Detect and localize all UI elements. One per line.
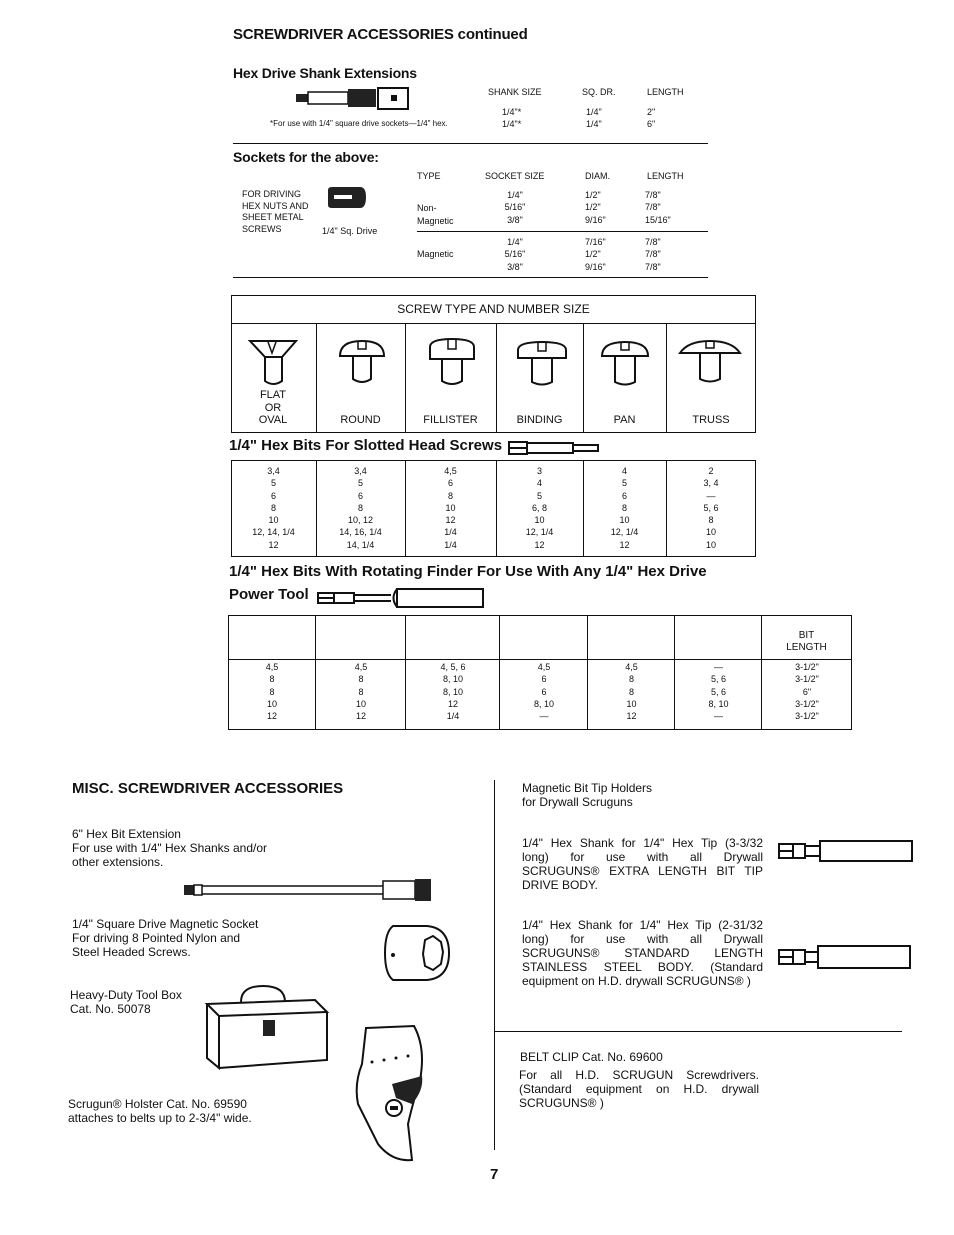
slotted-heading: 1/4" Hex Bits For Slotted Head Screws: [229, 437, 503, 454]
flat-label: FLAT OR OVAL: [258, 389, 288, 426]
rotating-heading: 1/4" Hex Bits With Rotating Finder For Use With Any 1/4" Hex Drive: [229, 563, 707, 580]
rotating-bit-icon: [317, 588, 485, 608]
pan-label: PAN: [613, 414, 636, 426]
bit-length-col: 3-1/2" 3-1/2" 6" 3-1/2" 3-1/2": [795, 662, 819, 722]
rotating-col: 4,5 8 8 10 12: [354, 662, 368, 722]
cell: 1/4"*: [502, 107, 522, 117]
slotted-col: 4,5 6 8 10 12 1/4 1/4: [444, 466, 457, 550]
divider: [233, 143, 708, 144]
misc-heading: MISC. SCREWDRIVER ACCESSORIES: [72, 780, 344, 797]
hdr-type: TYPE: [417, 171, 441, 181]
extra-length-holder-icon: [778, 840, 914, 862]
truss-screw-icon: [678, 339, 742, 387]
socket-icon: [326, 186, 368, 210]
divider: [494, 1031, 902, 1032]
magnetic-socket-text: 1/4" Square Drive Magnetic Socket For driving 8 Pointed Nylon and Steel Headed Screws.: [72, 917, 259, 959]
hdr-diam: DIAM.: [585, 171, 611, 181]
length-col: 7/8" 7/8" 7/8": [645, 237, 661, 272]
slotted-col: 3,4 5 6 8 10 12, 14, 1/4 12: [252, 466, 295, 550]
cell: 1/4"*: [502, 119, 522, 129]
bit-length-header: BIT LENGTH: [786, 630, 827, 653]
cell: 1/4": [586, 119, 602, 129]
pan-screw-icon: [600, 340, 650, 388]
hdr-sq-dr: SQ. DR.: [582, 87, 616, 97]
divider: [233, 277, 708, 278]
holster-icon: [352, 1024, 432, 1166]
holster-text: Scrugun® Holster Cat. No. 69590 attaches to belts up to 2-3/4" wide.: [68, 1097, 252, 1125]
cell: 2": [647, 107, 656, 117]
rotating-col: 4,5 8 8 10 12: [265, 662, 279, 722]
belt-clip-text: For all H.D. SCRUGUN Screwdrivers. (Standard equipment on H.D. drywall SCRUGUNS® ): [519, 1068, 759, 1110]
slotted-col: 3 4 5 6, 8 10 12, 1/4 12: [525, 466, 554, 550]
flat-screw-icon: [248, 339, 300, 389]
belt-clip-title: BELT CLIP Cat. No. 69600: [520, 1050, 663, 1064]
magnetic-socket-icon: [383, 922, 453, 984]
diam-col: 1/2" 1/2" 9/16": [585, 190, 606, 225]
socket-size-col: 1/4" 5/16" 3/8": [504, 190, 526, 225]
extra-length-holder-text: 1/4" Hex Shank for 1/4" Hex Tip (3-3/32 long) for use with all Drywall SCRUGUNS® EXTRA LENGTH BIT TIP DRIVE BODY.: [522, 836, 763, 892]
hex-extension-illustration: [296, 87, 412, 111]
slotted-col: 3,4 5 6 8 10, 12 14, 16, 1/4 14, 1/4: [339, 466, 382, 550]
footnote: *For use with 1/4" square drive sockets—1/4" hex.: [270, 119, 448, 128]
rotating-heading-2: Power Tool: [229, 586, 309, 603]
page-number: 7: [490, 1166, 499, 1183]
diam-col: 7/16" 1/2" 9/16": [585, 237, 606, 272]
toolbox-text: Heavy-Duty Tool Box Cat. No. 50078: [70, 988, 182, 1016]
hex-bit-extension-icon: [183, 877, 433, 903]
rotating-col: 4,5 8 8 10 12: [625, 662, 638, 722]
divider: [417, 231, 708, 232]
rotating-col: 4, 5, 6 8, 10 8, 10 12 1/4: [440, 662, 466, 722]
hex-drive-heading: Hex Drive Shank Extensions: [233, 65, 417, 81]
standard-length-holder-text: 1/4" Hex Shank for 1/4" Hex Tip (2-31/32 long) for use with all Drywall SCRUGUNS® STANDARD LENGTH STAINLESS STEEL BODY. (Standard equipment on H.D. drywall SCRUGUNS® ): [522, 918, 763, 988]
drive-size: 1/4" Sq. Drive: [322, 226, 378, 236]
length-col: 7/8" 7/8" 15/16": [645, 190, 671, 225]
rotating-col: — 5, 6 5, 6 8, 10 —: [708, 662, 729, 722]
socket-description: FOR DRIVING HEX NUTS AND SHEET METAL SCREWS: [242, 189, 309, 235]
sockets-heading: Sockets for the above:: [233, 149, 379, 165]
type-magnetic: Magnetic: [417, 249, 454, 259]
fillister-screw-icon: [428, 337, 476, 389]
socket-size-col: 1/4" 5/16" 3/8": [504, 237, 526, 272]
standard-length-holder-icon: [778, 945, 914, 969]
hdr-shank-size: SHANK SIZE: [488, 87, 542, 97]
page-title: SCREWDRIVER ACCESSORIES continued: [233, 26, 528, 43]
cell: 6": [647, 119, 656, 129]
hex-bit-icon: [508, 440, 600, 456]
hdr-socket-size: SOCKET SIZE: [485, 171, 545, 181]
hdr-length: LENGTH: [647, 171, 684, 181]
round-label: ROUND: [340, 414, 381, 426]
hdr-length: LENGTH: [647, 87, 684, 97]
cell: 1/4": [586, 107, 602, 117]
rotating-col: 4,5 6 6 8, 10 —: [533, 662, 555, 722]
screw-table-title: SCREW TYPE AND NUMBER SIZE: [397, 302, 590, 316]
bit-tip-holders-text: Magnetic Bit Tip Holders for Drywall Scruguns: [522, 781, 653, 809]
slotted-col: 2 3, 4 — 5, 6 8 10 10: [703, 466, 719, 550]
fillister-label: FILLISTER: [423, 414, 478, 426]
column-divider: [494, 780, 495, 1150]
round-screw-icon: [338, 339, 386, 387]
binding-screw-icon: [516, 340, 568, 388]
slotted-col: 4 5 6 8 10 12, 1/4 12: [610, 466, 639, 550]
truss-label: TRUSS: [692, 414, 730, 426]
toolbox-icon: [205, 984, 329, 1070]
binding-label: BINDING: [516, 414, 563, 426]
hex-bit-extension-text: 6" Hex Bit Extension For use with 1/4" Hex Shanks and/or other extensions.: [72, 827, 268, 869]
type-non-magnetic: Non- Magnetic: [417, 203, 454, 226]
